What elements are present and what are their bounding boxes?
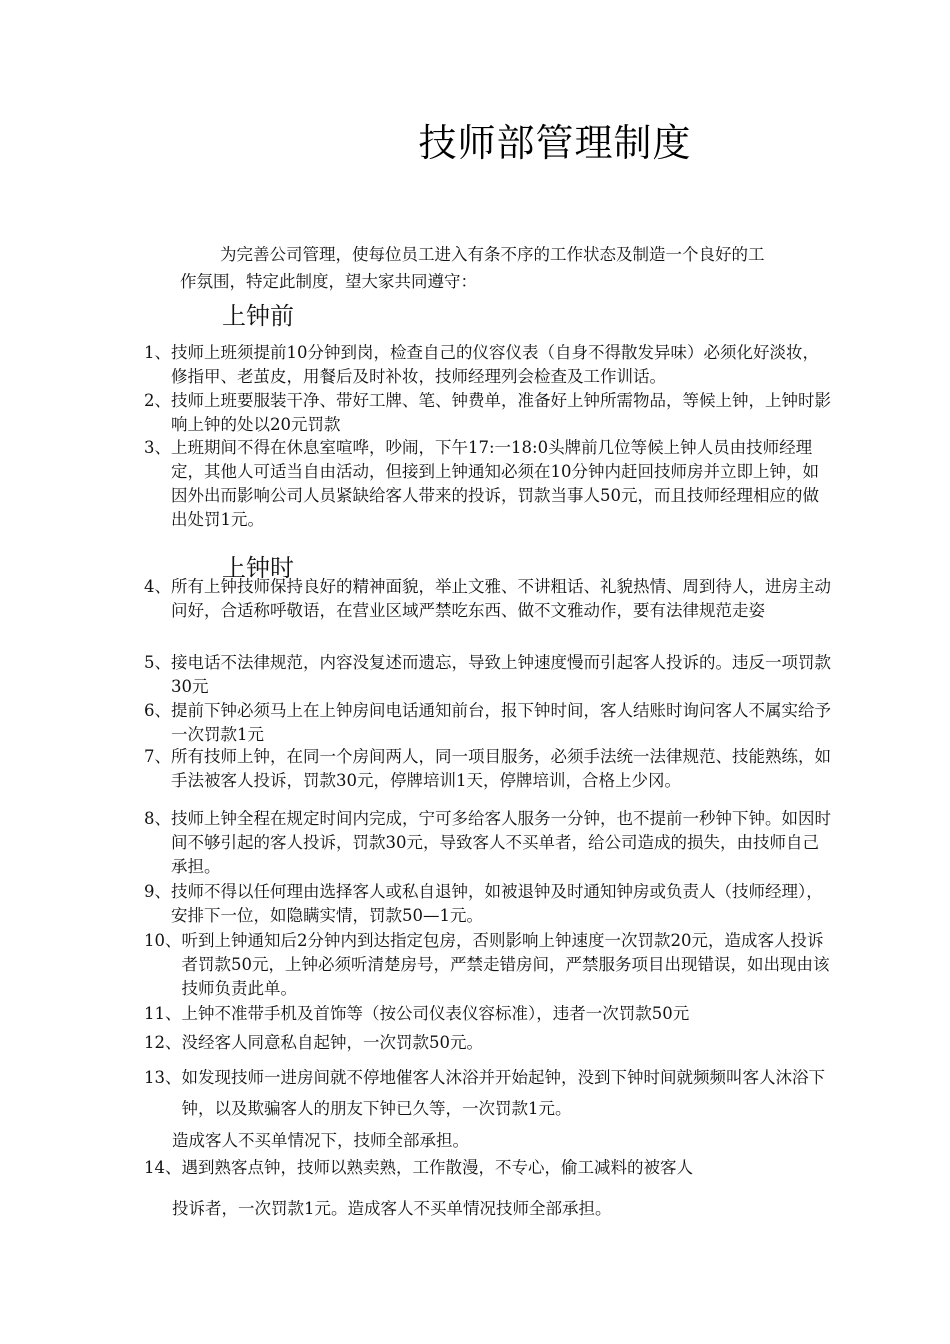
list-item bbox=[144, 1031, 834, 1055]
item-text: 技师上班要服装干净、带好工牌、笔、钟费单，准备好上钟所需物品，等候上钟，上钟时影响上钟的处以20元罚款 bbox=[171, 391, 831, 434]
list-item bbox=[144, 807, 834, 879]
item-text: 听到上钟通知后2分钟内到达指定包房，否则影响上钟速度一次罚款20元，造成客人投诉者罚款50元，上钟必须听清楚房号，严禁走错房间，严禁服务项目出现错误，如出现由该技师负责此单。 bbox=[181, 931, 830, 998]
item-text: 上班期间不得在休息室喧哗，吵闹，下午17:一18:0头牌前几位等候上钟人员由技师经理定，其他人可适当自由活动，但接到上钟通知必须在10分钟内赶回技师房并立即上钟，如因外出而影响公司人员紧缺给客人带来的投诉，罚款当事人50元，而且技师经理相应的做出处罚1元。 bbox=[171, 438, 819, 529]
item-number: 12、 bbox=[144, 1033, 182, 1052]
note-text: 造成客人不买单情况下，技师全部承担。 bbox=[172, 1131, 469, 1150]
item-number: 8、 bbox=[144, 809, 171, 828]
list-item bbox=[144, 880, 834, 928]
item-text: 技师上班须提前10分钟到岗，检查自己的仪容仪表（自身不得散发异味）必须化好淡妆，修指甲、老茧皮，用餐后及时补妆，技师经理列会检查及工作训话。 bbox=[171, 343, 819, 386]
item-text: 所有技师上钟，在同一个房间两人，同一项目服务，必须手法统一法律规范、技能熟练，如手法被客人投诉，罚款30元，停牌培训1天，停牌培训，合格上少冈。 bbox=[171, 747, 831, 790]
item-text: 技师不得以任何理由选择客人或私自退钟，如被退钟及时通知钟房或负责人（技师经理），安排下一位，如隐瞒实情，罚款50—1元。 bbox=[171, 882, 823, 925]
note-text: 投诉者，一次罚款1元。造成客人不买单情况技师全部承担。 bbox=[172, 1199, 612, 1218]
list-item bbox=[144, 745, 834, 793]
item-number: 10、 bbox=[144, 931, 182, 950]
item-text: 所有上钟技师保持良好的精神面貌，举止文雅、不讲粗话、礼貌热情、周到待人，进房主动问好，合适称呼敬语，在营业区域严禁吃东西、做不文雅动作，要有法律规范走姿 bbox=[171, 577, 831, 620]
list-item bbox=[144, 575, 834, 623]
intro-line-2: 作氛围，特定此制度，望大家共同遵守： bbox=[180, 272, 477, 291]
item-text: 接电话不法律规范，内容没复述而遗忘，导致上钟速度慢而引起客人投诉的。违反一项罚款30元 bbox=[171, 653, 831, 696]
list-item bbox=[144, 341, 834, 389]
item-text: 上钟不准带手机及首饰等（按公司仪表仪容标准），违者一次罚款50元 bbox=[181, 1004, 690, 1023]
section-heading-during-shift: 上钟时 bbox=[222, 554, 294, 582]
item-text: 没经客人同意私自起钟，一次罚款50元。 bbox=[181, 1033, 483, 1052]
list-item bbox=[144, 1002, 834, 1026]
item-number: 4、 bbox=[144, 577, 171, 596]
document-title: 技师部管理制度 bbox=[418, 121, 692, 165]
list-item bbox=[144, 699, 834, 747]
item-text: 技师上钟全程在规定时间内完成，宁可多给客人服务一分钟，也不提前一秒钟下钟。如因时间不够引起的客人投诉，罚款30元，导致客人不买单者，给公司造成的损失，由技师自己承担。 bbox=[171, 809, 831, 876]
item-text: 遇到熟客点钟，技师以熟卖熟，工作散漫，不专心，偷工减料的被客人 bbox=[181, 1158, 693, 1177]
item-number: 7、 bbox=[144, 747, 171, 766]
item-number: 6、 bbox=[144, 701, 171, 720]
item-number: 14、 bbox=[144, 1158, 182, 1177]
item-number: 1、 bbox=[144, 343, 171, 362]
list-item bbox=[144, 436, 834, 532]
section-heading-before-shift: 上钟前 bbox=[222, 302, 294, 330]
item-number: 13、 bbox=[144, 1068, 182, 1087]
list-item bbox=[144, 389, 834, 437]
list-item bbox=[144, 651, 834, 699]
intro-paragraph bbox=[180, 241, 830, 295]
item-number: 5、 bbox=[144, 653, 171, 672]
item-number: 3、 bbox=[144, 438, 171, 457]
item-number: 11、 bbox=[144, 1004, 182, 1023]
item-number: 9、 bbox=[144, 882, 171, 901]
list-item bbox=[144, 1156, 834, 1180]
item-text: 提前下钟必须马上在上钟房间电话通知前台，报下钟时间，客人结账时询问客人不属实给予一次罚款1元 bbox=[171, 701, 831, 744]
item-number: 2、 bbox=[144, 391, 171, 410]
list-item bbox=[144, 1062, 834, 1124]
list-item bbox=[144, 929, 834, 1001]
item-text: 如发现技师一进房间就不停地催客人沐浴并开始起钟，没到下钟时间就频频叫客人沐浴下钟，以及欺骗客人的朋友下钟已久等，一次罚款1元。 bbox=[181, 1068, 825, 1118]
intro-line-1: 为完善公司管理，使每位员工进入有条不序的工作状态及制造一个良好的工 bbox=[220, 245, 765, 264]
